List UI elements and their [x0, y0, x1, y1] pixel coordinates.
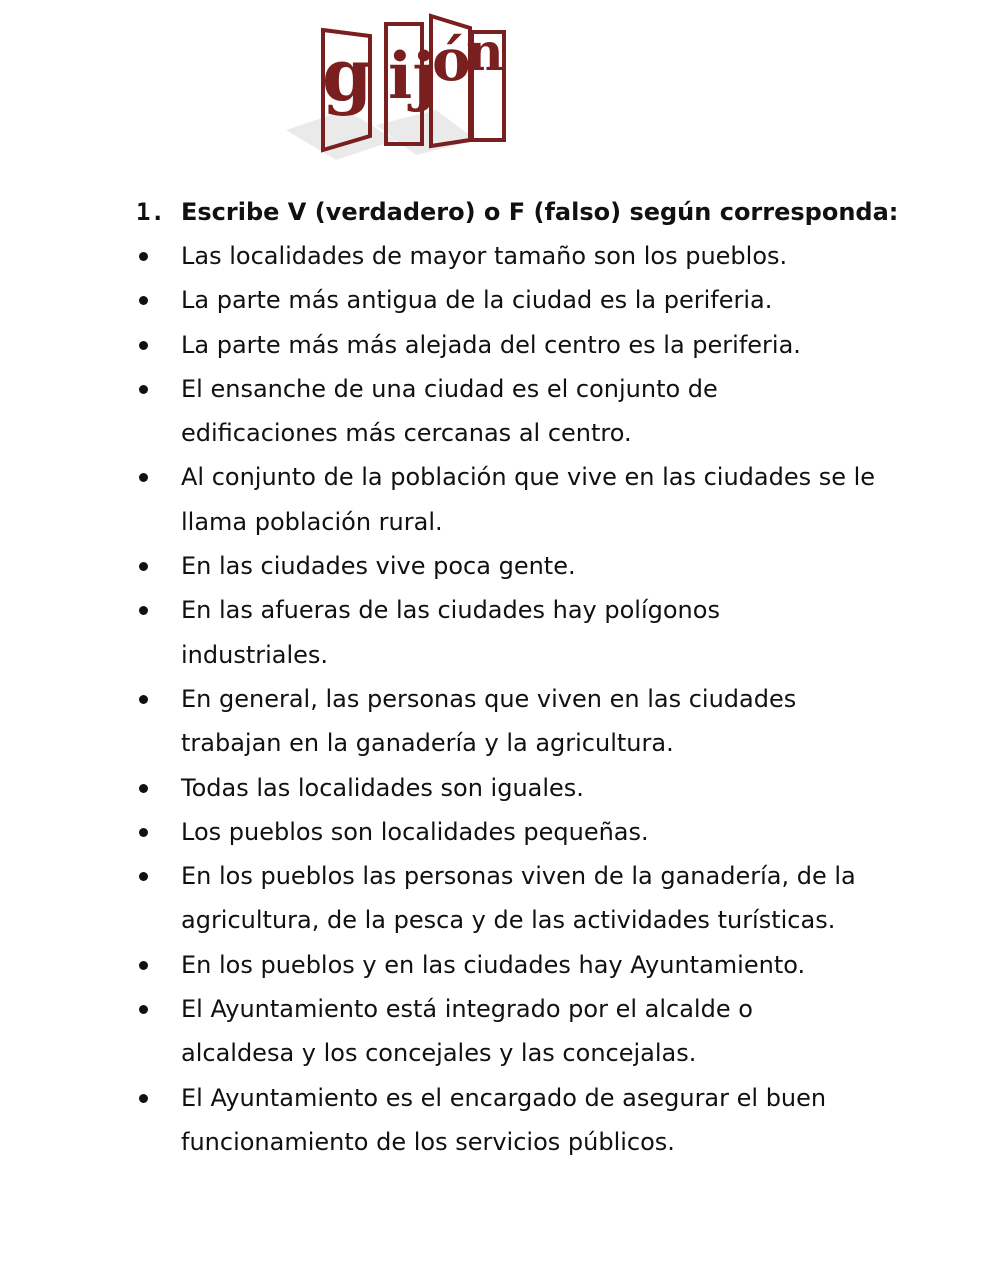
statement-text: agricultura, de la pesca y de las actividades turísticas. — [181, 906, 836, 935]
statement-text: El Ayuntamiento está integrado por el alcalde o — [181, 995, 753, 1024]
statement-text: llama población rural. — [181, 507, 443, 536]
statement-text: trabajan en la ganadería y la agricultura. — [181, 729, 674, 758]
statement-text: En las ciudades vive poca gente. — [181, 552, 576, 581]
statement-text: industriales. — [181, 640, 329, 669]
svg-text:n: n — [466, 22, 504, 83]
statement-text: El ensanche de una ciudad es el conjunto de — [181, 374, 718, 403]
gijon-logo — [276, 0, 534, 162]
statement-item — [0, 278, 1000, 322]
statement-text: La parte más más alejada del centro es la periferia. — [181, 330, 801, 359]
statement-text: Al conjunto de la población que vive en las ciudades se le — [181, 463, 876, 492]
bullet-icon — [139, 1005, 148, 1014]
statement-text: El Ayuntamiento es el encargado de asegurar el buen — [181, 1083, 827, 1112]
statement-item — [0, 588, 1000, 677]
bullet-icon — [139, 341, 148, 350]
statement-item — [0, 455, 1000, 544]
bullet-icon — [139, 252, 148, 261]
statement-item — [0, 677, 1000, 766]
statement-text: Los pueblos son localidades pequeñas. — [181, 817, 649, 846]
statement-item — [0, 544, 1000, 588]
statement-list — [0, 234, 1000, 1164]
statement-text: Todas las localidades son iguales. — [181, 773, 584, 802]
svg-text:g: g — [322, 32, 373, 117]
question-number: 1. — [136, 198, 165, 226]
statement-text: En las afueras de las ciudades hay polígonos — [181, 596, 720, 625]
statement-text: alcaldesa y los concejales y las concejalas. — [181, 1039, 697, 1068]
statement-item — [0, 854, 1000, 943]
statement-item — [0, 810, 1000, 854]
statement-item — [0, 367, 1000, 456]
svg-text:ó: ó — [432, 26, 471, 94]
statement-item — [0, 766, 1000, 810]
statement-text: En general, las personas que viven en las ciudades — [181, 684, 797, 713]
statement-item — [0, 987, 1000, 1076]
statement-item — [0, 234, 1000, 278]
statement-item — [0, 943, 1000, 987]
statement-text: En los pueblos las personas viven de la ganadería, de la — [181, 862, 856, 891]
bullet-icon — [139, 385, 148, 394]
bullet-icon — [139, 695, 148, 704]
bullet-icon — [139, 961, 148, 970]
statement-item — [0, 1076, 1000, 1165]
bullet-icon — [139, 828, 148, 837]
statement-text: funcionamiento de los servicios públicos. — [181, 1127, 675, 1156]
question-heading — [0, 190, 1000, 234]
statement-item — [0, 323, 1000, 367]
statement-text: edificaciones más cercanas al centro. — [181, 419, 632, 448]
question-title: Escribe V (verdadero) o F (falso) según corresponda: — [181, 198, 899, 226]
statement-text: La parte más antigua de la ciudad es la periferia. — [181, 286, 773, 315]
statement-text: Las localidades de mayor tamaño son los pueblos. — [181, 242, 788, 270]
svg-text:ij: ij — [388, 39, 436, 114]
statement-text: En los pueblos y en las ciudades hay Ayuntamiento. — [181, 950, 806, 979]
worksheet — [0, 190, 1000, 1164]
bullet-icon — [139, 784, 148, 793]
bullet-icon — [139, 1094, 148, 1103]
bullet-icon — [139, 562, 148, 571]
